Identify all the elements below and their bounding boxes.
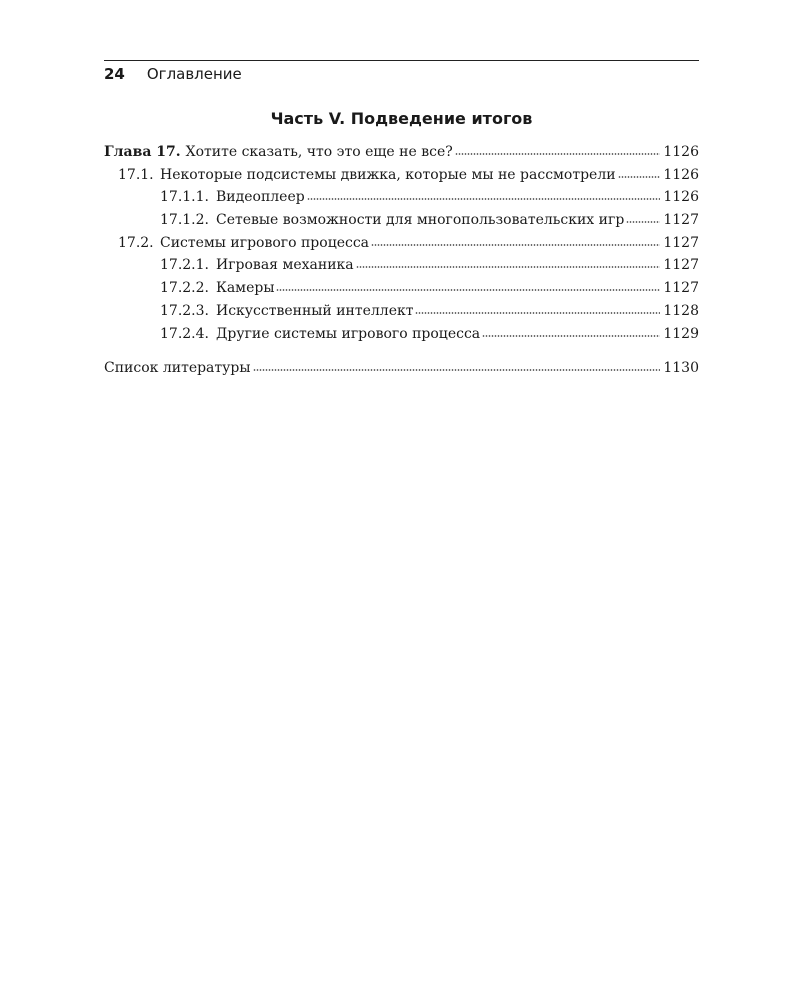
toc-chapter-prefix: Глава 17. [104, 144, 181, 160]
toc-entry-17-1-2[interactable] [104, 209, 699, 232]
toc-entry-17-2[interactable] [104, 232, 699, 255]
toc-entry-title: Другие системы игрового процесса [216, 325, 481, 342]
toc-page-number: 1126 [663, 166, 699, 183]
toc-section-number: 17.2. [118, 234, 154, 251]
toc-entry-title: Некоторые подсистемы движка, которые мы не рассмотрели [160, 166, 616, 183]
toc-dot-leader [276, 288, 660, 292]
toc-entry-title: Искусственный интеллект [216, 302, 414, 319]
toc-entry-bibliography[interactable] [104, 357, 699, 380]
toc-entry-title: Видеоплеер [216, 189, 305, 206]
toc-dot-leader [415, 311, 660, 315]
toc-dot-leader [253, 368, 661, 372]
toc-page-number: 1126 [663, 144, 699, 160]
toc-dot-leader [307, 197, 661, 201]
toc-page-number: 1127 [663, 280, 699, 297]
toc-entry-title: Камеры [216, 280, 275, 297]
toc-page-number: 1126 [663, 189, 699, 206]
toc-page-number: 1130 [663, 360, 699, 377]
table-of-contents [104, 141, 699, 380]
toc-section-number: 17.2.3. [160, 302, 209, 319]
toc-entry-title: Игровая механика [216, 257, 354, 274]
running-title: Оглавление [146, 65, 242, 83]
running-header [104, 64, 242, 84]
toc-entry-17-2-2[interactable] [104, 277, 699, 300]
toc-section-number: 17.1.2. [160, 212, 209, 229]
toc-dot-leader [371, 243, 660, 247]
toc-page-number: 1129 [663, 325, 699, 342]
toc-section-number: 17.2.1. [160, 257, 209, 274]
header-rule [104, 60, 699, 61]
toc-page-number: 1127 [663, 234, 699, 251]
toc-entry-chapter-17[interactable] [104, 141, 699, 164]
toc-dot-leader [455, 152, 661, 156]
toc-entry-title: Хотите сказать, что это еще не все? [185, 144, 453, 160]
toc-dot-leader [618, 175, 661, 179]
toc-dot-leader [482, 334, 660, 338]
toc-section-number: 17.1.1. [160, 189, 209, 206]
page-number: 24 [104, 65, 125, 83]
toc-entry-17-1-1[interactable] [104, 186, 699, 209]
toc-entry-17-2-4[interactable] [104, 323, 699, 346]
toc-dot-leader [356, 265, 661, 269]
toc-page-number: 1127 [663, 257, 699, 274]
toc-section-number: 17.1. [118, 166, 154, 183]
toc-dot-leader [626, 220, 660, 224]
toc-entry-title: Системы игрового процесса [160, 234, 370, 251]
toc-entry-title: Сетевые возможности для многопользовательских игр [216, 212, 625, 229]
toc-entry-17-2-3[interactable] [104, 300, 699, 323]
toc-section-number: 17.2.2. [160, 280, 209, 297]
toc-page-number: 1127 [663, 212, 699, 229]
toc-section-number: 17.2.4. [160, 325, 209, 342]
part-title: Часть V. Подведение итогов [270, 109, 533, 128]
toc-entry-17-2-1[interactable] [104, 254, 699, 277]
toc-entry-17-1[interactable] [104, 164, 699, 187]
toc-entry-title: Список литературы [104, 360, 251, 377]
toc-page-number: 1128 [663, 302, 699, 319]
